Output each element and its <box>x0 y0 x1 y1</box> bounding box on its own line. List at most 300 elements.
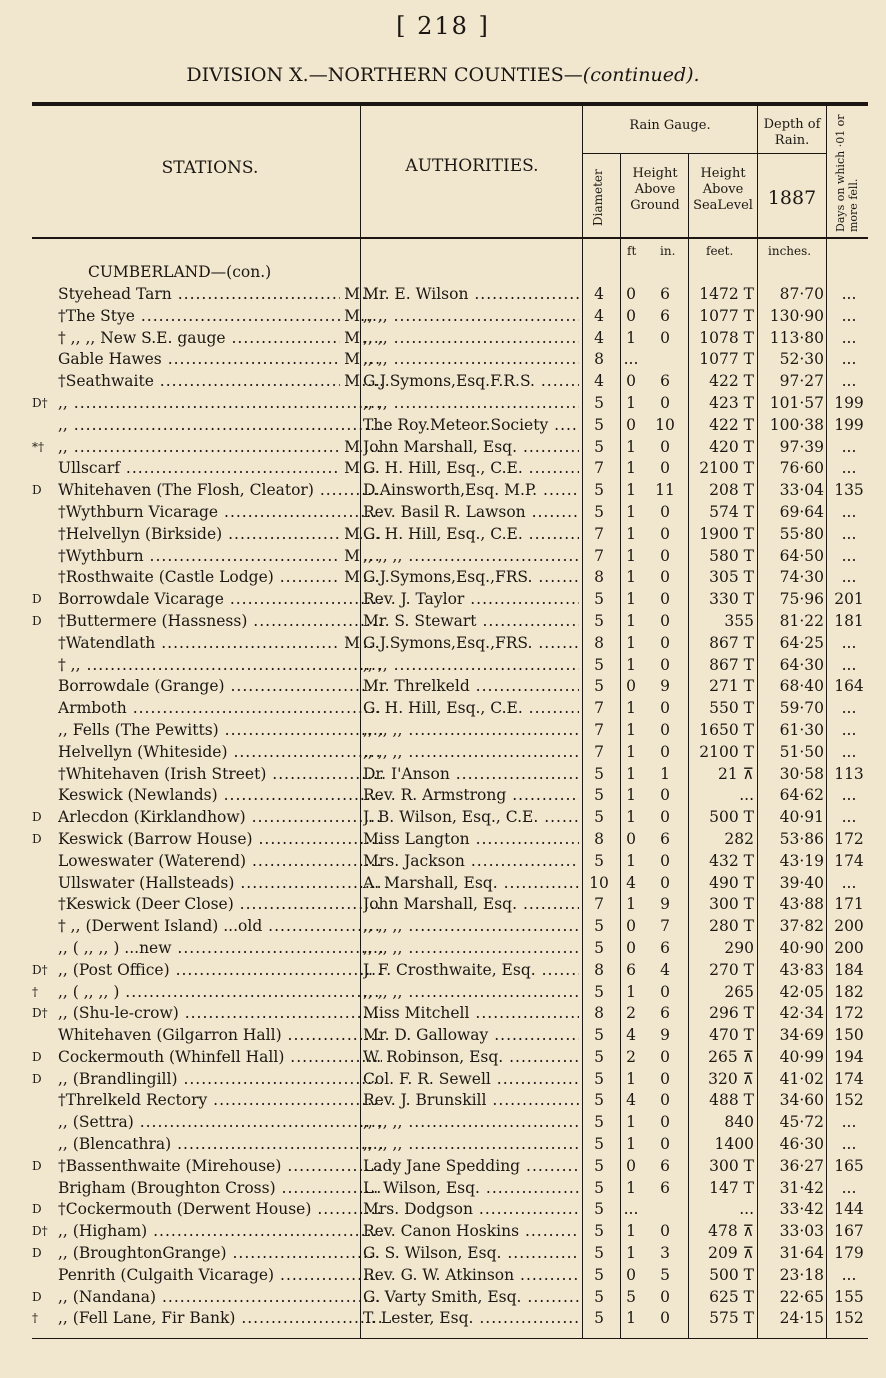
cell-mark: D <box>32 613 42 628</box>
cell-auth: ,, ,, ,, ..... <box>363 938 579 960</box>
cell-dia: 7 <box>594 546 604 565</box>
cell-auth: Rev. Basil R. Lawson ..... <box>363 502 579 524</box>
cell-days: ... <box>841 655 857 674</box>
cell-dep: 37·82 <box>779 917 824 936</box>
cell-days: 172 <box>834 1004 864 1023</box>
cell-station: †Buttermere (Hassness) ..... <box>58 611 382 633</box>
cell-station: † ,, ..... <box>58 655 382 677</box>
cell-dia: 4 <box>594 285 604 303</box>
cell-dep: 40·91 <box>779 808 824 827</box>
cell-days: ... <box>841 742 857 761</box>
cell-dep: 97·27 <box>779 372 824 391</box>
cell-mark: D <box>32 592 42 607</box>
cell-auth: W. Robinson, Esq. ..... <box>363 1047 579 1069</box>
cell-station: ,, ( ,, ,, ) ..... <box>58 982 382 1004</box>
cell-auth: T. Lester, Esq. ..... <box>363 1308 579 1330</box>
cell-dia: 5 <box>594 1113 604 1132</box>
cell-mark: D <box>32 1049 42 1064</box>
unit-inches: inches. <box>768 244 812 258</box>
table-row <box>32 1308 868 1330</box>
cell-dep: 81·22 <box>779 611 824 630</box>
cell-sea: 580 T <box>709 546 754 565</box>
cell-dia: 5 <box>594 808 604 827</box>
table-row <box>32 1003 868 1025</box>
cell-days: 199 <box>834 415 864 434</box>
table-row <box>32 676 868 698</box>
cell-days: 155 <box>834 1287 864 1306</box>
cell-days: ... <box>841 546 857 565</box>
cell-in: 0 <box>660 699 670 718</box>
cell-station: †Threlkeld Rectory ..... <box>58 1090 382 1112</box>
cell-days: ... <box>841 328 857 347</box>
cell-days: 194 <box>834 1047 864 1066</box>
stations-table <box>32 261 868 1330</box>
cell-ft: 0 <box>626 1156 636 1175</box>
cell-days: ... <box>841 1113 857 1132</box>
table-row <box>32 1047 868 1069</box>
cell-sea: 500 T <box>709 1265 754 1284</box>
cell-days: 200 <box>834 938 864 957</box>
table-row <box>32 742 868 764</box>
cell-m: M <box>340 349 360 371</box>
cell-dia: 5 <box>594 1265 604 1284</box>
cell-dep: 31·42 <box>779 1178 824 1197</box>
cell-sea: 575 T <box>709 1309 754 1328</box>
cell-dia: 5 <box>594 611 604 630</box>
cell-dia: 7 <box>594 459 604 478</box>
cell-dia: 8 <box>594 829 604 848</box>
cell-dep: 45·72 <box>779 1113 824 1132</box>
cell-station: Keswick (Newlands) ..... <box>58 785 382 807</box>
cell-days: ... <box>841 808 857 827</box>
cell-sea: 2100 T <box>699 459 754 478</box>
cell-station: Helvellyn (Whiteside) ..... <box>58 742 382 764</box>
cell-dep: 64·62 <box>779 786 824 805</box>
cell-station: Whitehaven (The Flosh, Cleator) ..... <box>58 480 382 502</box>
cell-days: ... <box>841 524 857 543</box>
cell-m: M <box>340 546 360 568</box>
cell-dep: 23·18 <box>779 1265 824 1284</box>
cell-mark: D† <box>32 1224 48 1239</box>
cell-dia: 5 <box>594 1026 604 1045</box>
cell-dep: 24·15 <box>779 1309 824 1328</box>
cell-in: 3 <box>660 1244 670 1263</box>
cell-days: 199 <box>834 393 864 412</box>
cell-dia: 5 <box>594 938 604 957</box>
cell-days: 113 <box>834 764 864 783</box>
cell-station: †Wythburn ..... <box>58 546 382 568</box>
table-row <box>32 764 868 786</box>
cell-ft: 1 <box>626 546 636 565</box>
cell-auth: Col. F. R. Sewell ..... <box>363 1069 579 1091</box>
cell-ft: 1 <box>626 742 636 761</box>
cell-in: 0 <box>660 982 670 1001</box>
cell-station: †Rosthwaite (Castle Lodge) ..... <box>58 567 382 589</box>
cell-ft: 0 <box>626 372 636 391</box>
cell-sea: 147 T <box>709 1178 754 1197</box>
cell-dia: 5 <box>594 1069 604 1088</box>
cell-sea: 1400 <box>714 1135 754 1154</box>
cell-sea: 867 T <box>709 655 754 674</box>
cell-in: 7 <box>660 917 670 936</box>
cell-ft: 0 <box>626 917 636 936</box>
cell-dep: 76·60 <box>779 459 824 478</box>
cell-sea: 574 T <box>709 502 754 521</box>
cell-mark: D <box>32 1202 42 1217</box>
cell-dia: 5 <box>594 786 604 805</box>
cell-in: 6 <box>660 285 670 303</box>
cell-auth: Dr. I'Anson ..... <box>363 764 579 786</box>
cell-in: 6 <box>660 306 670 325</box>
cell-in: 0 <box>660 1135 670 1154</box>
cell-sea: 320 ⊼ <box>708 1069 754 1088</box>
cell-auth: G. H. Hill, Esq., C.E. ..... <box>363 458 579 480</box>
cell-in: 0 <box>660 1287 670 1306</box>
cell-ft: 2 <box>626 1004 636 1023</box>
cell-station: †Whitehaven (Irish Street) ..... <box>58 764 382 786</box>
cell-auth: ,, ,, ..... <box>363 655 579 677</box>
table-row <box>32 1287 868 1309</box>
cell-auth: Rev. G. W. Atkinson ..... <box>363 1265 579 1287</box>
cell-mark: D† <box>32 962 48 977</box>
cell-ft: 0 <box>626 677 636 696</box>
cell-dep: 74·30 <box>779 568 824 587</box>
table-row <box>32 284 868 306</box>
cell-sea: 470 T <box>709 1026 754 1045</box>
cell-station: Brigham (Broughton Cross) ..... <box>58 1178 382 1200</box>
cell-days: 201 <box>834 590 864 609</box>
cell-dia: 5 <box>594 1200 604 1219</box>
cell-auth: ,, ,, ,, ..... <box>363 1112 579 1134</box>
cell-dep: 46·30 <box>779 1135 824 1154</box>
cell-sea: 422 T <box>709 372 754 391</box>
cell-sea: 422 T <box>709 415 754 434</box>
cell-ft: 1 <box>626 633 636 652</box>
cell-station: ,, (Fell Lane, Fir Bank) ..... <box>58 1308 382 1330</box>
cell-dep: 51·50 <box>779 742 824 761</box>
cell-days: 152 <box>834 1309 864 1328</box>
cell-ft: 1 <box>626 1069 636 1088</box>
cell-station: ,, (Nandana) ..... <box>58 1287 382 1309</box>
cell-station: ,, (Post Office) ..... <box>58 960 382 982</box>
cell-in: 0 <box>660 524 670 543</box>
cell-dep: 64·30 <box>779 655 824 674</box>
cell-dia: 5 <box>594 1135 604 1154</box>
table-row <box>32 982 868 1004</box>
cell-dep: 59·70 <box>779 699 824 718</box>
cell-ft: 1 <box>626 1135 636 1154</box>
page-number: [ 218 ] <box>396 12 490 40</box>
header-height-sea: Height Above SeaLevel <box>693 166 753 213</box>
cell-dia: 8 <box>594 960 604 979</box>
cell-dep: 43·88 <box>779 895 824 914</box>
cell-station: †Wythburn Vicarage ..... <box>58 502 382 524</box>
cell-auth: D.Ainsworth,Esq. M.P. ..... <box>363 480 579 502</box>
cell-sea: 290 <box>724 938 754 957</box>
cell-station: †Seathwaite ..... <box>58 371 382 393</box>
cell-ft: 1 <box>626 982 636 1001</box>
cell-station: Ullscarf ..... <box>58 458 382 480</box>
cell-days: 165 <box>834 1156 864 1175</box>
cell-ft: 1 <box>626 720 636 739</box>
cell-sea: 488 T <box>709 1091 754 1110</box>
cell-sea: 305 T <box>709 568 754 587</box>
cell-auth: ,, ,, ..... <box>363 306 579 328</box>
cell-in: 0 <box>660 1113 670 1132</box>
table-row <box>32 458 868 480</box>
table-row <box>32 1156 868 1178</box>
cell-auth: ,, ,, ..... <box>363 349 579 371</box>
header-diameter: Diameter <box>591 169 605 226</box>
cell-days: ... <box>841 633 857 652</box>
cell-dia: 5 <box>594 437 604 456</box>
cell-station: † ,, (Derwent Island) ...old ..... <box>58 916 382 938</box>
cell-dia: 4 <box>594 372 604 391</box>
cell-auth: Rev. R. Armstrong ..... <box>363 785 579 807</box>
table-row <box>32 589 868 611</box>
cell-dia: 8 <box>594 1004 604 1023</box>
cell-ft: 1 <box>626 524 636 543</box>
table-body <box>32 284 868 1330</box>
cell-dep: 53·86 <box>779 829 824 848</box>
cell-station: Ullswater (Hallsteads) ..... <box>58 873 382 895</box>
cell-sea: 300 T <box>709 895 754 914</box>
cell-sea: 271 T <box>709 677 754 696</box>
cell-dia: 5 <box>594 481 604 500</box>
cell-in: 0 <box>660 590 670 609</box>
table-row <box>32 720 868 742</box>
cell-ft: 1 <box>626 895 636 914</box>
cell-dep: 87·70 <box>779 285 824 303</box>
cell-dia: 10 <box>589 873 609 892</box>
cell-dep: 34·69 <box>779 1026 824 1045</box>
cell-sea: 432 T <box>709 851 754 870</box>
cell-auth: Rev. J. Brunskill ..... <box>363 1090 579 1112</box>
cell-days: 184 <box>834 960 864 979</box>
cell-auth: G.J.Symons,Esq.F.R.S. ..... <box>363 371 579 393</box>
cell-in: 0 <box>660 808 670 827</box>
depth-rule <box>757 153 827 154</box>
cell-ft: 0 <box>626 285 636 303</box>
cell-days: 171 <box>834 895 864 914</box>
table-row <box>32 1178 868 1200</box>
cell-ft: ... <box>623 1200 639 1219</box>
header-rain-gauge: Rain Gauge. <box>629 118 711 133</box>
cell-dep: 33·04 <box>779 481 824 500</box>
table-row <box>32 916 868 938</box>
cell-ft: 1 <box>626 437 636 456</box>
cell-dia: 5 <box>594 1091 604 1110</box>
cell-dep: 40·90 <box>779 938 824 957</box>
cell-days: ... <box>841 350 857 369</box>
cell-dep: 43·19 <box>779 851 824 870</box>
cell-dep: 100·38 <box>769 415 824 434</box>
cell-dep: 55·80 <box>779 524 824 543</box>
cell-sea: 296 T <box>709 1004 754 1023</box>
cell-ft: 1 <box>626 502 636 521</box>
cell-station: ,, (Settra) ..... <box>58 1112 382 1134</box>
table-row <box>32 437 868 459</box>
cell-in: 0 <box>660 786 670 805</box>
cell-in: 0 <box>660 1222 670 1241</box>
cell-dia: 5 <box>594 655 604 674</box>
cell-dep: 42·34 <box>779 1004 824 1023</box>
cell-ft: 1 <box>626 851 636 870</box>
cell-station: Arlecdon (Kirklandhow) ..... <box>58 807 382 829</box>
cell-dep: 42·05 <box>779 982 824 1001</box>
cell-days: 181 <box>834 611 864 630</box>
cell-auth: Mr. D. Galloway ..... <box>363 1025 579 1047</box>
table-row <box>32 1221 868 1243</box>
cell-auth: John Marshall, Esq. ..... <box>363 894 579 916</box>
header-authorities: AUTHORITIES. <box>405 156 539 176</box>
cell-days: ... <box>841 502 857 521</box>
cell-sea: 270 T <box>709 960 754 979</box>
cell-dia: 7 <box>594 742 604 761</box>
cell-in: 0 <box>660 502 670 521</box>
cell-dia: 8 <box>594 350 604 369</box>
cell-m: M <box>340 328 360 350</box>
cell-ft: ... <box>623 350 639 369</box>
cell-auth: ,, ,, ..... <box>363 393 579 415</box>
cell-dia: 5 <box>594 1047 604 1066</box>
cell-auth: John Marshall, Esq. ..... <box>363 437 579 459</box>
cell-dep: 43·83 <box>779 960 824 979</box>
cell-auth: Mr. Threlkeld ..... <box>363 676 579 698</box>
cell-m: M <box>340 437 360 459</box>
cell-station: Whitehaven (Gilgarron Hall) ..... <box>58 1025 382 1047</box>
cell-mark: D <box>32 1289 42 1304</box>
cell-dep: 64·25 <box>779 633 824 652</box>
table-row <box>32 328 868 350</box>
cell-dep: 101·57 <box>769 393 824 412</box>
table-row <box>32 851 868 873</box>
table-row <box>32 1134 868 1156</box>
cell-sea: 2100 T <box>699 742 754 761</box>
cell-ft: 6 <box>626 960 636 979</box>
cell-auth: Lady Jane Spedding ..... <box>363 1156 579 1178</box>
cell-ft: 1 <box>626 808 636 827</box>
cell-station: † ,, ,, New S.E. gauge ..... <box>58 328 382 350</box>
top-rule <box>32 102 868 106</box>
header-days: Days on which ·01 or more fell. <box>834 114 860 232</box>
cell-days: 152 <box>834 1091 864 1110</box>
cell-days: 182 <box>834 982 864 1001</box>
division-title-suffix: (continued). <box>582 64 700 86</box>
cell-mark: † <box>32 984 38 999</box>
cell-station: Keswick (Barrow House) ..... <box>58 829 382 851</box>
table-row <box>32 960 868 982</box>
cell-station: Armboth ..... <box>58 698 382 720</box>
cell-auth: G. Varty Smith, Esq. ..... <box>363 1287 579 1309</box>
table-row <box>32 349 868 371</box>
table-row <box>32 480 868 502</box>
cell-mark: D <box>32 483 42 498</box>
cell-dia: 5 <box>594 590 604 609</box>
cell-days: ... <box>841 306 857 325</box>
table-row <box>32 655 868 677</box>
cell-in: 6 <box>660 372 670 391</box>
cell-days: 144 <box>834 1200 864 1219</box>
cell-dia: 5 <box>594 1287 604 1306</box>
cell-mark: D <box>32 1071 42 1086</box>
cell-auth: ,, ,, ,, ..... <box>363 742 579 764</box>
unit-ft: ft <box>627 244 637 258</box>
cell-sea: 478 ⊼ <box>708 1222 754 1241</box>
cell-ft: 1 <box>626 699 636 718</box>
cell-ft: 1 <box>626 1309 636 1328</box>
cell-dep: 41·02 <box>779 1069 824 1088</box>
cell-ft: 0 <box>626 306 636 325</box>
table-row <box>32 306 868 328</box>
table-row <box>32 502 868 524</box>
cell-ft: 1 <box>626 590 636 609</box>
cell-sea: 867 T <box>709 633 754 652</box>
cell-sea: 282 <box>724 829 754 848</box>
cell-auth: J. B. Wilson, Esq., C.E. ..... <box>363 807 579 829</box>
cell-mark: D† <box>32 1006 48 1021</box>
cell-ft: 1 <box>626 655 636 674</box>
cell-auth: G. H. Hill, Esq., C.E. ..... <box>363 524 579 546</box>
cell-ft: 5 <box>626 1287 636 1306</box>
cell-ft: 0 <box>626 938 636 957</box>
cell-in: 11 <box>655 481 675 500</box>
cell-station: †The Stye ..... <box>58 306 382 328</box>
cell-sea: 300 T <box>709 1156 754 1175</box>
table-row <box>32 938 868 960</box>
cell-in: 0 <box>660 655 670 674</box>
cell-dia: 5 <box>594 677 604 696</box>
cell-in: 0 <box>660 873 670 892</box>
table-row <box>32 1243 868 1265</box>
cell-dia: 8 <box>594 568 604 587</box>
division-title <box>0 64 886 86</box>
cell-days: ... <box>841 720 857 739</box>
cell-days: ... <box>841 1178 857 1197</box>
cell-station: Penrith (Culgaith Vicarage) ..... <box>58 1265 382 1287</box>
cell-dep: 39·40 <box>779 873 824 892</box>
cell-dep: 33·42 <box>779 1200 824 1219</box>
cell-auth: The Roy.Meteor.Society ..... <box>363 415 579 437</box>
cell-days: ... <box>841 786 857 805</box>
table-row <box>32 567 868 589</box>
cell-days: ... <box>841 568 857 587</box>
cell-days: ... <box>841 437 857 456</box>
cell-days: ... <box>841 1135 857 1154</box>
cell-dep: 36·27 <box>779 1156 824 1175</box>
table-row <box>32 1090 868 1112</box>
cell-m: M <box>340 567 360 589</box>
section-heading: CUMBERLAND—(con.) <box>88 263 272 281</box>
cell-station: †Bassenthwaite (Mirehouse) ..... <box>58 1156 382 1178</box>
header-depth: Depth of Rain. <box>763 117 821 148</box>
cell-sea: 1900 T <box>699 524 754 543</box>
cell-auth: Mr. S. Stewart ..... <box>363 611 579 633</box>
table-row <box>32 829 868 851</box>
cell-station: Loweswater (Waterend) ..... <box>58 851 382 873</box>
table-row <box>32 698 868 720</box>
cell-dep: 22·65 <box>779 1287 824 1306</box>
bottom-rule <box>32 1338 868 1339</box>
cell-in: 6 <box>660 1156 670 1175</box>
cell-in: 0 <box>660 1091 670 1110</box>
cell-dep: 30·58 <box>779 764 824 783</box>
cell-ft: 0 <box>626 415 636 434</box>
cell-station: ,, ..... <box>58 393 382 415</box>
cell-in: 0 <box>660 1069 670 1088</box>
cell-dep: 40·99 <box>779 1047 824 1066</box>
cell-sea: 490 T <box>709 873 754 892</box>
